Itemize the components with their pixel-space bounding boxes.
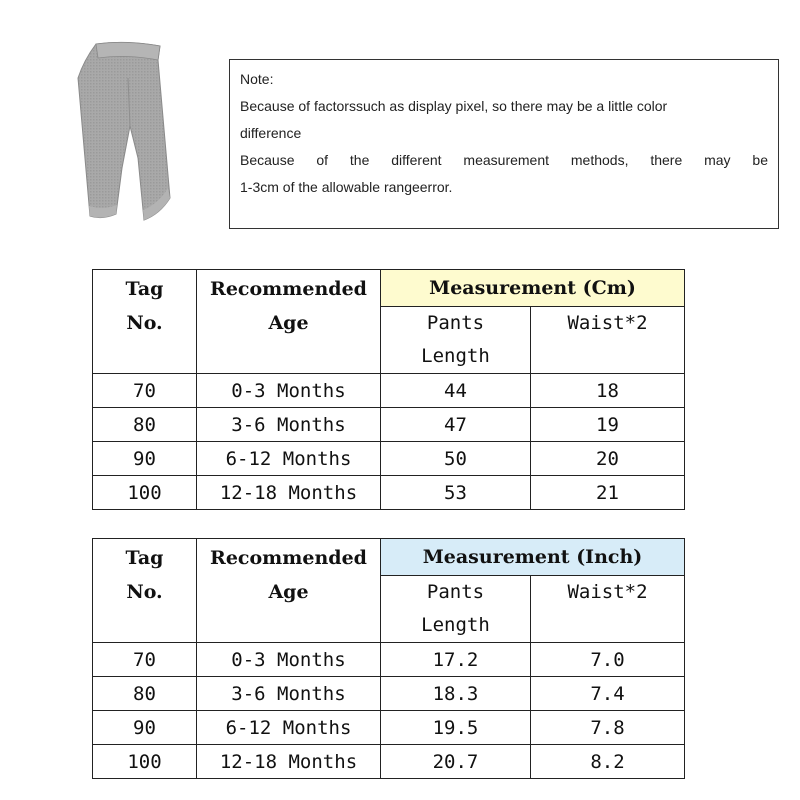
- tag-cell: 90: [93, 711, 197, 745]
- pants-length-cell: 53: [381, 476, 531, 510]
- table-row: [93, 476, 685, 510]
- age-header-line2: Age: [268, 581, 309, 603]
- pants-length-cell: 19.5: [381, 711, 531, 745]
- pants-length-cell: 50: [381, 442, 531, 476]
- measurement-cm-header: Measurement (Cm): [381, 270, 685, 307]
- note-line-measurement: Because of the different measurement methods, there may be: [240, 152, 768, 168]
- tag-cell: 80: [93, 408, 197, 442]
- pants-header-line2: Length: [421, 345, 490, 367]
- note-line-color: Because of factorssuch as display pixel, so there may be a little color: [240, 98, 668, 114]
- age-header-line1: Recommended: [210, 547, 367, 569]
- tag-no-header: [93, 539, 197, 643]
- age-header-line2: Age: [268, 312, 309, 334]
- size-table-inch: [92, 538, 685, 779]
- pants-length-cell: 47: [381, 408, 531, 442]
- table-row: [93, 442, 685, 476]
- tag-header-line2: No.: [126, 312, 163, 334]
- pants-length-cell: 18.3: [381, 677, 531, 711]
- recommended-age-header: [197, 539, 381, 643]
- tag-cell: 100: [93, 476, 197, 510]
- table-row: [93, 677, 685, 711]
- age-cell: 3-6 Months: [197, 677, 381, 711]
- tag-cell: 70: [93, 643, 197, 677]
- pants-length-cell: 20.7: [381, 745, 531, 779]
- age-header-line1: Recommended: [210, 278, 367, 300]
- note-line-color-cont: difference: [240, 125, 302, 141]
- table-row: [93, 745, 685, 779]
- tag-header-line2: No.: [126, 581, 163, 603]
- measurement-inch-header: Measurement (Inch): [381, 539, 685, 576]
- age-cell: 0-3 Months: [197, 374, 381, 408]
- note-box: [229, 59, 779, 229]
- recommended-age-header: [197, 270, 381, 374]
- table-row: [93, 711, 685, 745]
- waist-header: Waist*2: [531, 576, 685, 643]
- age-cell: 3-6 Months: [197, 408, 381, 442]
- pants-length-header: [381, 576, 531, 643]
- age-cell: 12-18 Months: [197, 745, 381, 779]
- tag-header-line1: Tag: [125, 547, 164, 569]
- waist-cell: 7.8: [531, 711, 685, 745]
- table-row: [93, 408, 685, 442]
- tag-cell: 100: [93, 745, 197, 779]
- age-cell: 12-18 Months: [197, 476, 381, 510]
- waist-header: Waist*2: [531, 307, 685, 374]
- tag-cell: 80: [93, 677, 197, 711]
- size-table-cm: [92, 269, 685, 510]
- waist-cell: 20: [531, 442, 685, 476]
- tag-no-header: [93, 270, 197, 374]
- product-pants-image: [72, 38, 172, 228]
- age-cell: 0-3 Months: [197, 643, 381, 677]
- tag-cell: 70: [93, 374, 197, 408]
- pants-header-line1: Pants: [426, 581, 485, 603]
- pants-length-header: [381, 307, 531, 374]
- waist-cell: 18: [531, 374, 685, 408]
- table-row: [93, 374, 685, 408]
- pants-header-line1: Pants: [426, 312, 485, 334]
- waist-cell: 8.2: [531, 745, 685, 779]
- note-line-measurement-cont: 1-3cm of the allowable rangeerror.: [240, 179, 453, 195]
- tag-cell: 90: [93, 442, 197, 476]
- waist-cell: 21: [531, 476, 685, 510]
- age-cell: 6-12 Months: [197, 711, 381, 745]
- age-cell: 6-12 Months: [197, 442, 381, 476]
- note-heading: Note:: [240, 71, 274, 87]
- waist-cell: 19: [531, 408, 685, 442]
- waist-cell: 7.0: [531, 643, 685, 677]
- waist-cell: 7.4: [531, 677, 685, 711]
- tag-header-line1: Tag: [125, 278, 164, 300]
- table-row: [93, 643, 685, 677]
- pants-header-line2: Length: [421, 614, 490, 636]
- pants-length-cell: 17.2: [381, 643, 531, 677]
- pants-length-cell: 44: [381, 374, 531, 408]
